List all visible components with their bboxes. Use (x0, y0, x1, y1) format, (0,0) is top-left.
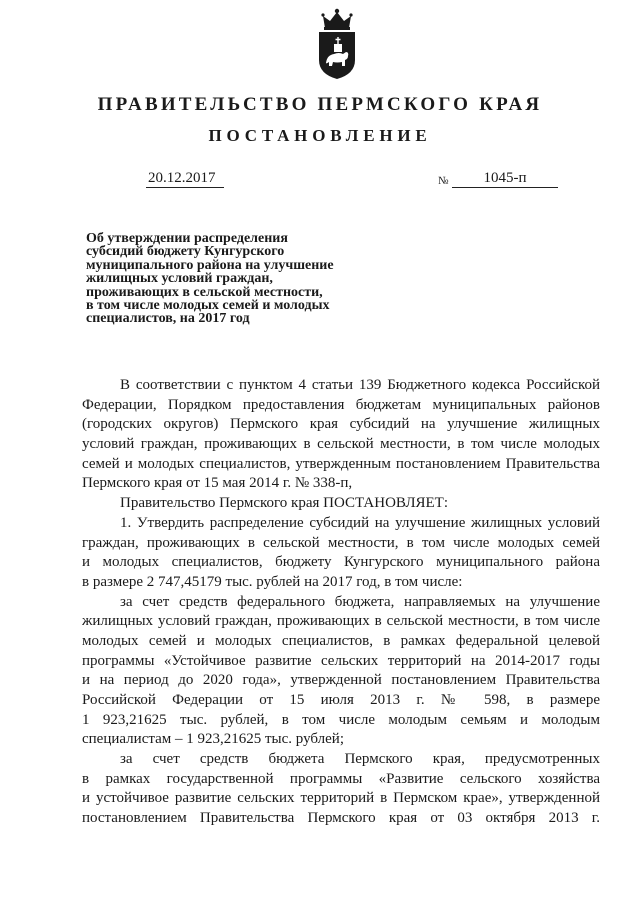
number-sign: № (438, 175, 449, 187)
body-line: Российской Федерации от 15 июля 2013 г. № 598, в размере (82, 692, 600, 708)
body-line: постановлением Правительства Пермского края от 03 октября 2013 г. (82, 810, 600, 827)
coat-of-arms-icon (315, 8, 359, 80)
body-line: Федерации, Порядком предоставления бюджетам муниципальных районов (82, 396, 600, 413)
body-line: Правительство Пермского края ПОСТАНОВЛЯЕТ: (120, 495, 449, 512)
body-line: 1 923,21625 тыс. рублей, в том числе молодым семьям и молодым (82, 711, 600, 728)
body-line: жилищных условий граждан, проживающих в сельской местности, в том числе (82, 613, 600, 630)
document-type: ПОСТАНОВЛЕНИЕ (208, 126, 432, 145)
body-line: (городских округов) Пермского края субсидий на улучшение жилищных (82, 416, 600, 433)
subject-line: муниципального района на улучшение (86, 257, 334, 273)
body-line: программы «Устойчивое развитие сельских территорий на 2014-2017 годы (82, 652, 600, 669)
body-line: В соответствии с пунктом 4 статьи 139 Бюджетного кодекса Российской (120, 377, 600, 393)
body-line: 1. Утвердить распределение субсидий на улучшение жилищных условий (120, 514, 600, 531)
body-line: в размере 2 747,45179 тыс. рублей на 2017 год, в том числе: (82, 573, 463, 590)
body-line: за счет средств федерального бюджета, направляемых на улучшение (120, 593, 600, 610)
document-subject (86, 232, 366, 326)
subject-line: субсидий бюджету Кунгурского (86, 244, 285, 260)
document-number: 1045-п (452, 170, 558, 188)
government-title: ПРАВИТЕЛЬСТВО ПЕРМСКОГО КРАЯ (97, 94, 543, 115)
document-body (82, 376, 600, 829)
body-line: за счет средств бюджета Пермского края, предусмотренных (120, 751, 600, 768)
body-line: молодых семей и молодых специалистов, в рамках федеральной целевой (82, 632, 600, 649)
subject-line: жилищных условий граждан, (86, 271, 273, 287)
body-line: и на период до 2020 года», утвержденной постановлением Правительства (82, 672, 600, 689)
subject-line: специалистов, на 2017 год (86, 311, 250, 327)
body-line: в рамках государственной программы «Развитие сельского хозяйства (82, 770, 600, 787)
body-line: Пермского края от 15 мая 2014 г. № 338-п, (82, 475, 353, 492)
body-line: граждан, проживающих в сельской местности, в том числе молодых семей (82, 534, 600, 551)
body-line: семей и молодых специалистов, утвержденным постановлением Правительства (82, 455, 600, 472)
document-date: 20.12.2017 (146, 170, 224, 188)
subject-line: Об утверждении распределения (86, 231, 288, 246)
body-line: специалистам – 1 923,21625 тыс. рублей; (82, 731, 344, 748)
body-line: и молодых специалистов, бюджету Кунгурского муниципального района (82, 554, 600, 571)
subject-line: проживающих в сельской местности, (86, 284, 323, 300)
subject-line: в том числе молодых семей и молодых (86, 298, 330, 314)
body-line: и устойчивое развитие сельских территорий в Пермском крае», утвержденной (82, 790, 600, 807)
body-line: условий граждан, проживающих в сельской местности, в том числе молодых (82, 436, 600, 453)
